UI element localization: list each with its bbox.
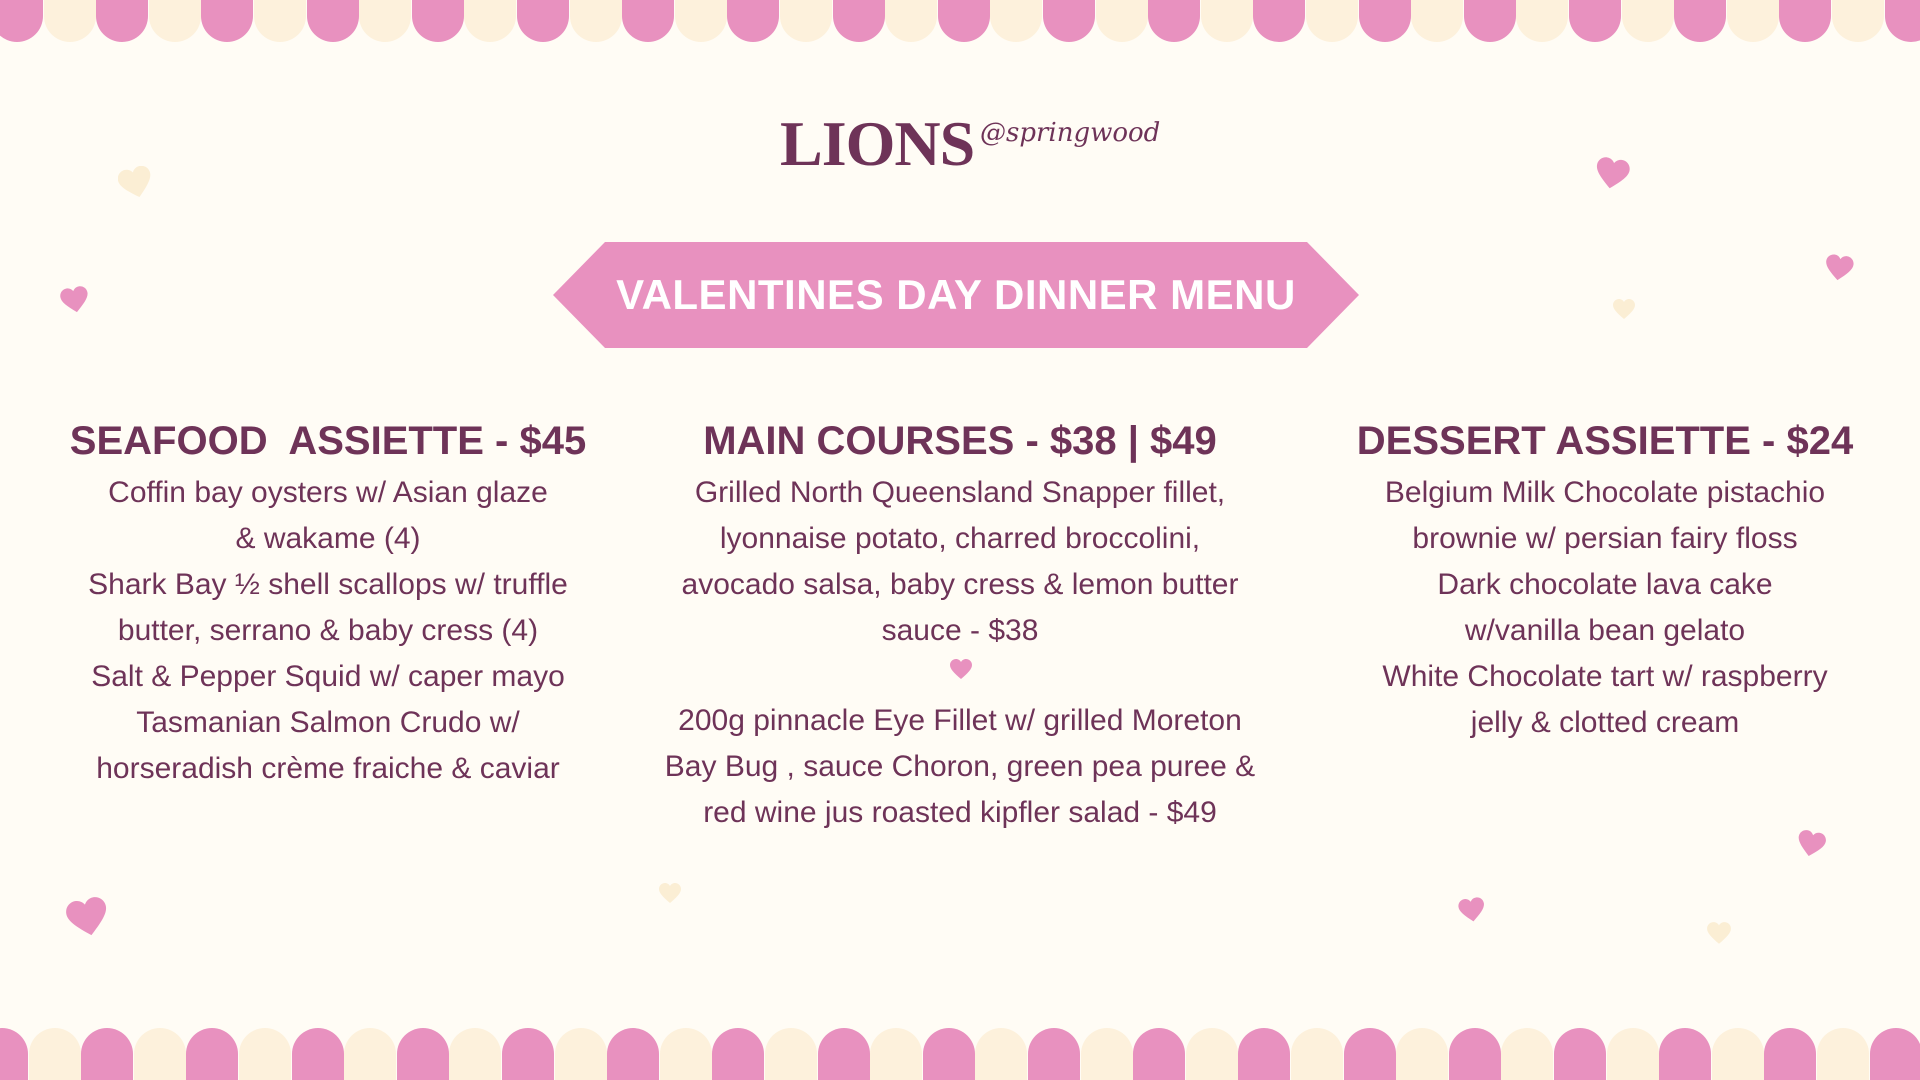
scallop-tab — [607, 1028, 659, 1080]
heart-icon — [949, 658, 973, 682]
menu-line: w/vanilla bean gelato — [1464, 614, 1746, 647]
menu-line: Belgium Milk Chocolate pistachio — [1384, 476, 1826, 509]
scallop-tab — [833, 0, 885, 42]
heart-icon — [1612, 298, 1636, 322]
scallop-tab — [0, 1028, 28, 1080]
scallop-tab — [397, 1028, 449, 1080]
scallop-tab — [1554, 1028, 1606, 1080]
scallop-tab — [1607, 1028, 1659, 1080]
menu-line: Grilled North Queensland Snapper fillet, — [694, 476, 1226, 509]
scallop-tab — [0, 0, 43, 42]
menu-line: Shark Bay ½ shell scallops w/ truffle — [88, 568, 568, 601]
scallop-tab — [675, 0, 727, 42]
scallop-tab — [359, 0, 411, 42]
scallop-tab — [307, 0, 359, 42]
menu-line: Tasmanian Salmon Crudo w/ — [136, 706, 520, 739]
menu-line: Bay Bug , sauce Choron, green pea puree & — [664, 750, 1256, 783]
menu-line: brownie w/ persian fairy floss — [1412, 522, 1798, 555]
menu-line: jelly & clotted cream — [1470, 706, 1740, 739]
scallop-tab — [186, 1028, 238, 1080]
scallop-tab — [1764, 1028, 1816, 1080]
scallop-tab — [1516, 0, 1568, 42]
scallop-tab — [727, 0, 779, 42]
bottom-scallop-border — [0, 1022, 1920, 1080]
scallop-tab — [818, 1028, 870, 1080]
scallop-tab — [765, 1028, 817, 1080]
scallop-tab — [502, 1028, 554, 1080]
scallop-tab — [555, 1028, 607, 1080]
menu-title: VALENTINES DAY DINNER MENU — [616, 271, 1296, 318]
heart-icon — [658, 882, 682, 906]
scallop-tab — [1885, 0, 1920, 42]
seafood-section — [18, 412, 638, 792]
heart-icon — [1706, 920, 1732, 948]
heart-icon — [66, 896, 110, 942]
scallop-tab — [1253, 0, 1305, 42]
scallop-tab — [449, 1028, 501, 1080]
scallop-tab — [1096, 0, 1148, 42]
menu-line: & wakame (4) — [235, 522, 421, 555]
scallop-tab — [29, 1028, 81, 1080]
heart-icon — [1594, 156, 1630, 194]
scallop-tab — [517, 0, 569, 42]
item-separator — [650, 654, 1270, 698]
menu-line: sauce - $38 — [881, 614, 1039, 647]
menu-line: Coffin bay oysters w/ Asian glaze — [108, 476, 548, 509]
scallop-tab — [81, 1028, 133, 1080]
heart-icon — [60, 286, 90, 316]
menu-line: White Chocolate tart w/ raspberry — [1382, 660, 1828, 693]
scallop-tab — [938, 0, 990, 42]
scallop-tab — [344, 1028, 396, 1080]
scallop-tab — [1081, 1028, 1133, 1080]
scallop-tab — [1449, 1028, 1501, 1080]
scallop-tab — [1727, 0, 1779, 42]
scallop-tab — [1028, 1028, 1080, 1080]
menu-line: Salt & Pepper Squid w/ caper mayo — [91, 660, 565, 693]
menu-line: red wine jus roasted kipfler salad - $49 — [703, 796, 1217, 829]
scallop-tab — [1501, 1028, 1553, 1080]
menu-line: lyonnaise potato, charred broccolini, — [719, 522, 1201, 555]
menu-line: 200g pinnacle Eye Fillet w/ grilled Moreton — [678, 704, 1242, 737]
scallop-tab — [780, 0, 832, 42]
scallop-tab — [1622, 0, 1674, 42]
scallop-tab — [96, 0, 148, 42]
scallop-tab — [870, 1028, 922, 1080]
scallop-tab — [1396, 1028, 1448, 1080]
scallop-tab — [1238, 1028, 1290, 1080]
scallop-tab — [712, 1028, 764, 1080]
scallop-tab — [1148, 0, 1200, 42]
scallop-tab — [990, 0, 1042, 42]
scallop-tab — [1359, 0, 1411, 42]
scallop-tab — [1569, 0, 1621, 42]
scallop-tab — [149, 0, 201, 42]
menu-line: butter, serrano & baby cress (4) — [117, 614, 539, 647]
scallop-tab — [1291, 1028, 1343, 1080]
scallop-tab — [570, 0, 622, 42]
scallop-tab — [975, 1028, 1027, 1080]
scallop-tab — [412, 0, 464, 42]
scallop-tab — [660, 1028, 712, 1080]
scallop-tab — [1832, 0, 1884, 42]
scallop-tab — [239, 1028, 291, 1080]
dessert-section — [1295, 412, 1915, 746]
logo-wordmark: LIONS — [780, 108, 975, 179]
scallop-tab — [923, 1028, 975, 1080]
scallop-tab — [1674, 0, 1726, 42]
menu-line: avocado salsa, baby cress & lemon butter — [681, 568, 1239, 601]
scallop-tab — [1659, 1028, 1711, 1080]
section-heading: MAIN COURSES - $38 | $49 — [703, 419, 1217, 463]
scallop-tab — [1344, 1028, 1396, 1080]
heart-icon — [118, 166, 154, 202]
scallop-tab — [885, 0, 937, 42]
top-scallop-border — [0, 0, 1920, 43]
scallop-tab — [134, 1028, 186, 1080]
section-heading: SEAFOOD ASSIETTE - $45 — [69, 419, 587, 463]
scallop-tab — [1817, 1028, 1869, 1080]
scallop-tab — [1464, 0, 1516, 42]
scallop-tab — [464, 0, 516, 42]
restaurant-logo — [780, 108, 1180, 182]
scallop-tab — [201, 0, 253, 42]
scallop-tab — [1779, 0, 1831, 42]
scallop-tab — [622, 0, 674, 42]
scallop-tab — [44, 0, 96, 42]
scallop-tab — [1306, 0, 1358, 42]
menu-line: Dark chocolate lava cake — [1437, 568, 1773, 601]
scallop-tab — [1870, 1028, 1920, 1080]
scallop-tab — [1712, 1028, 1764, 1080]
logo-location: @springwood — [980, 118, 1161, 148]
heart-icon — [1458, 896, 1486, 926]
scallop-tab — [1411, 0, 1463, 42]
scallop-tab — [1133, 1028, 1185, 1080]
main-courses-section — [650, 412, 1270, 836]
heart-icon — [1824, 254, 1854, 284]
scallop-tab — [1043, 0, 1095, 42]
scallop-tab — [292, 1028, 344, 1080]
menu-title-banner — [553, 242, 1359, 348]
scallop-tab — [1201, 0, 1253, 42]
heart-icon — [1796, 830, 1826, 860]
section-heading: DESSERT ASSIETTE - $24 — [1356, 419, 1854, 463]
menu-line: horseradish crème fraiche & caviar — [96, 752, 560, 785]
scallop-tab — [1186, 1028, 1238, 1080]
scallop-tab — [254, 0, 306, 42]
